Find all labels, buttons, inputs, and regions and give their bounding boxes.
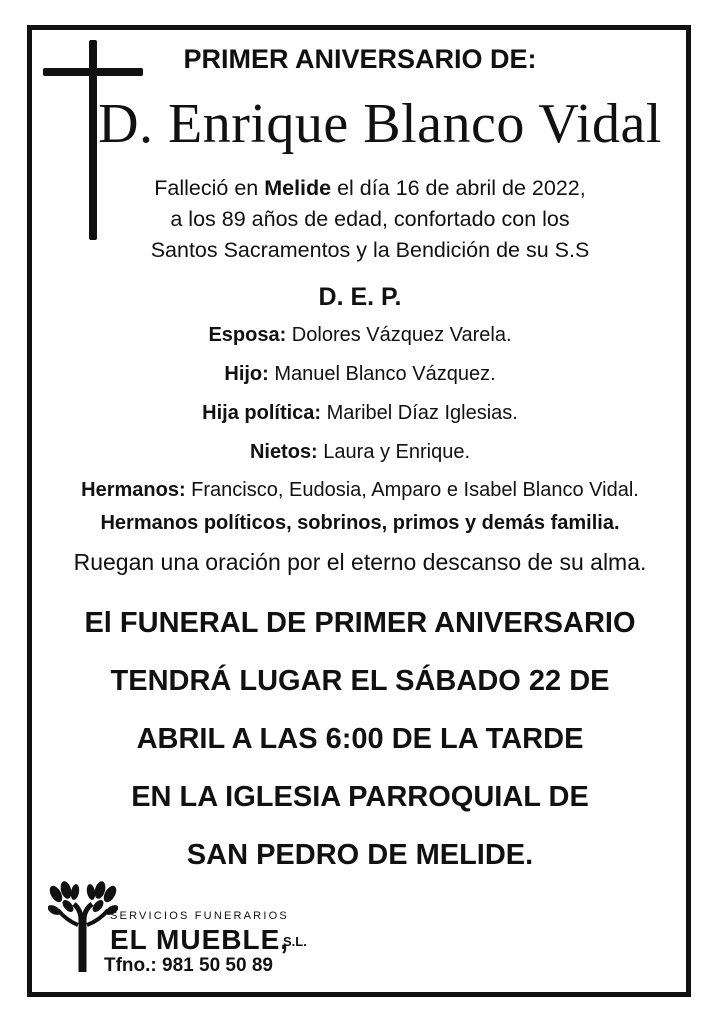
notice-heading: PRIMER ANIVERSARIO DE:	[183, 44, 537, 74]
funeral-line: SAN PEDRO DE MELIDE.	[186, 839, 534, 871]
logo-suffix: S.L.	[283, 934, 307, 949]
funeral-line: EN LA IGLESIA PARROQUIAL DE	[131, 781, 589, 813]
logo-brand: EL MUEBLE,	[110, 924, 290, 955]
intro-text: el día 16 de abril de 2022,	[331, 176, 586, 200]
relative-label: Hermanos:	[81, 479, 186, 501]
relative-line	[40, 441, 680, 464]
relative-label: Hijo:	[224, 363, 269, 385]
death-details	[60, 173, 680, 266]
deceased-name: D. Enrique Blanco Vidal	[98, 93, 662, 155]
relative-line	[40, 324, 680, 347]
extended-family: Hermanos políticos, sobrinos, primos y demás familia.	[100, 512, 620, 534]
dep-text: D. E. P.	[318, 283, 402, 311]
logo-subtitle: SERVICIOS FUNERARIOS	[110, 910, 289, 922]
funeral-line: El FUNERAL DE PRIMER ANIVERSARIO	[84, 607, 636, 639]
prayer-request: Ruegan una oración por el eterno descanso de su alma.	[73, 549, 647, 575]
place-of-death: Melide	[264, 176, 332, 200]
funeral-line: TENDRÁ LUGAR EL SÁBADO 22 DE	[110, 665, 610, 697]
relative-line	[40, 363, 680, 386]
logo-phone: Tfno.: 981 50 50 89	[104, 955, 273, 976]
relative-label: Hija política:	[202, 402, 322, 424]
intro-line: Santos Sacramentos y la Bendición de su S.S	[150, 238, 590, 262]
relative-value: Manuel Blanco Vázquez.	[268, 363, 496, 385]
relative-value: Maribel Díaz Iglesias.	[321, 402, 518, 424]
funeral-announcement	[40, 594, 680, 884]
relative-value: Laura y Enrique.	[317, 441, 471, 463]
relative-line	[40, 479, 680, 502]
relative-line	[40, 402, 680, 425]
intro-text: Falleció en	[154, 176, 265, 200]
relative-label: Esposa:	[208, 324, 287, 346]
relative-label: Nietos:	[249, 441, 318, 463]
relative-value: Dolores Vázquez Varela.	[286, 324, 512, 346]
relative-value: Francisco, Eudosia, Amparo e Isabel Blanco Vidal.	[185, 479, 639, 501]
funeral-line: ABRIL A LAS 6:00 DE LA TARDE	[136, 723, 584, 755]
intro-line: a los 89 años de edad, confortado con los	[170, 207, 570, 231]
